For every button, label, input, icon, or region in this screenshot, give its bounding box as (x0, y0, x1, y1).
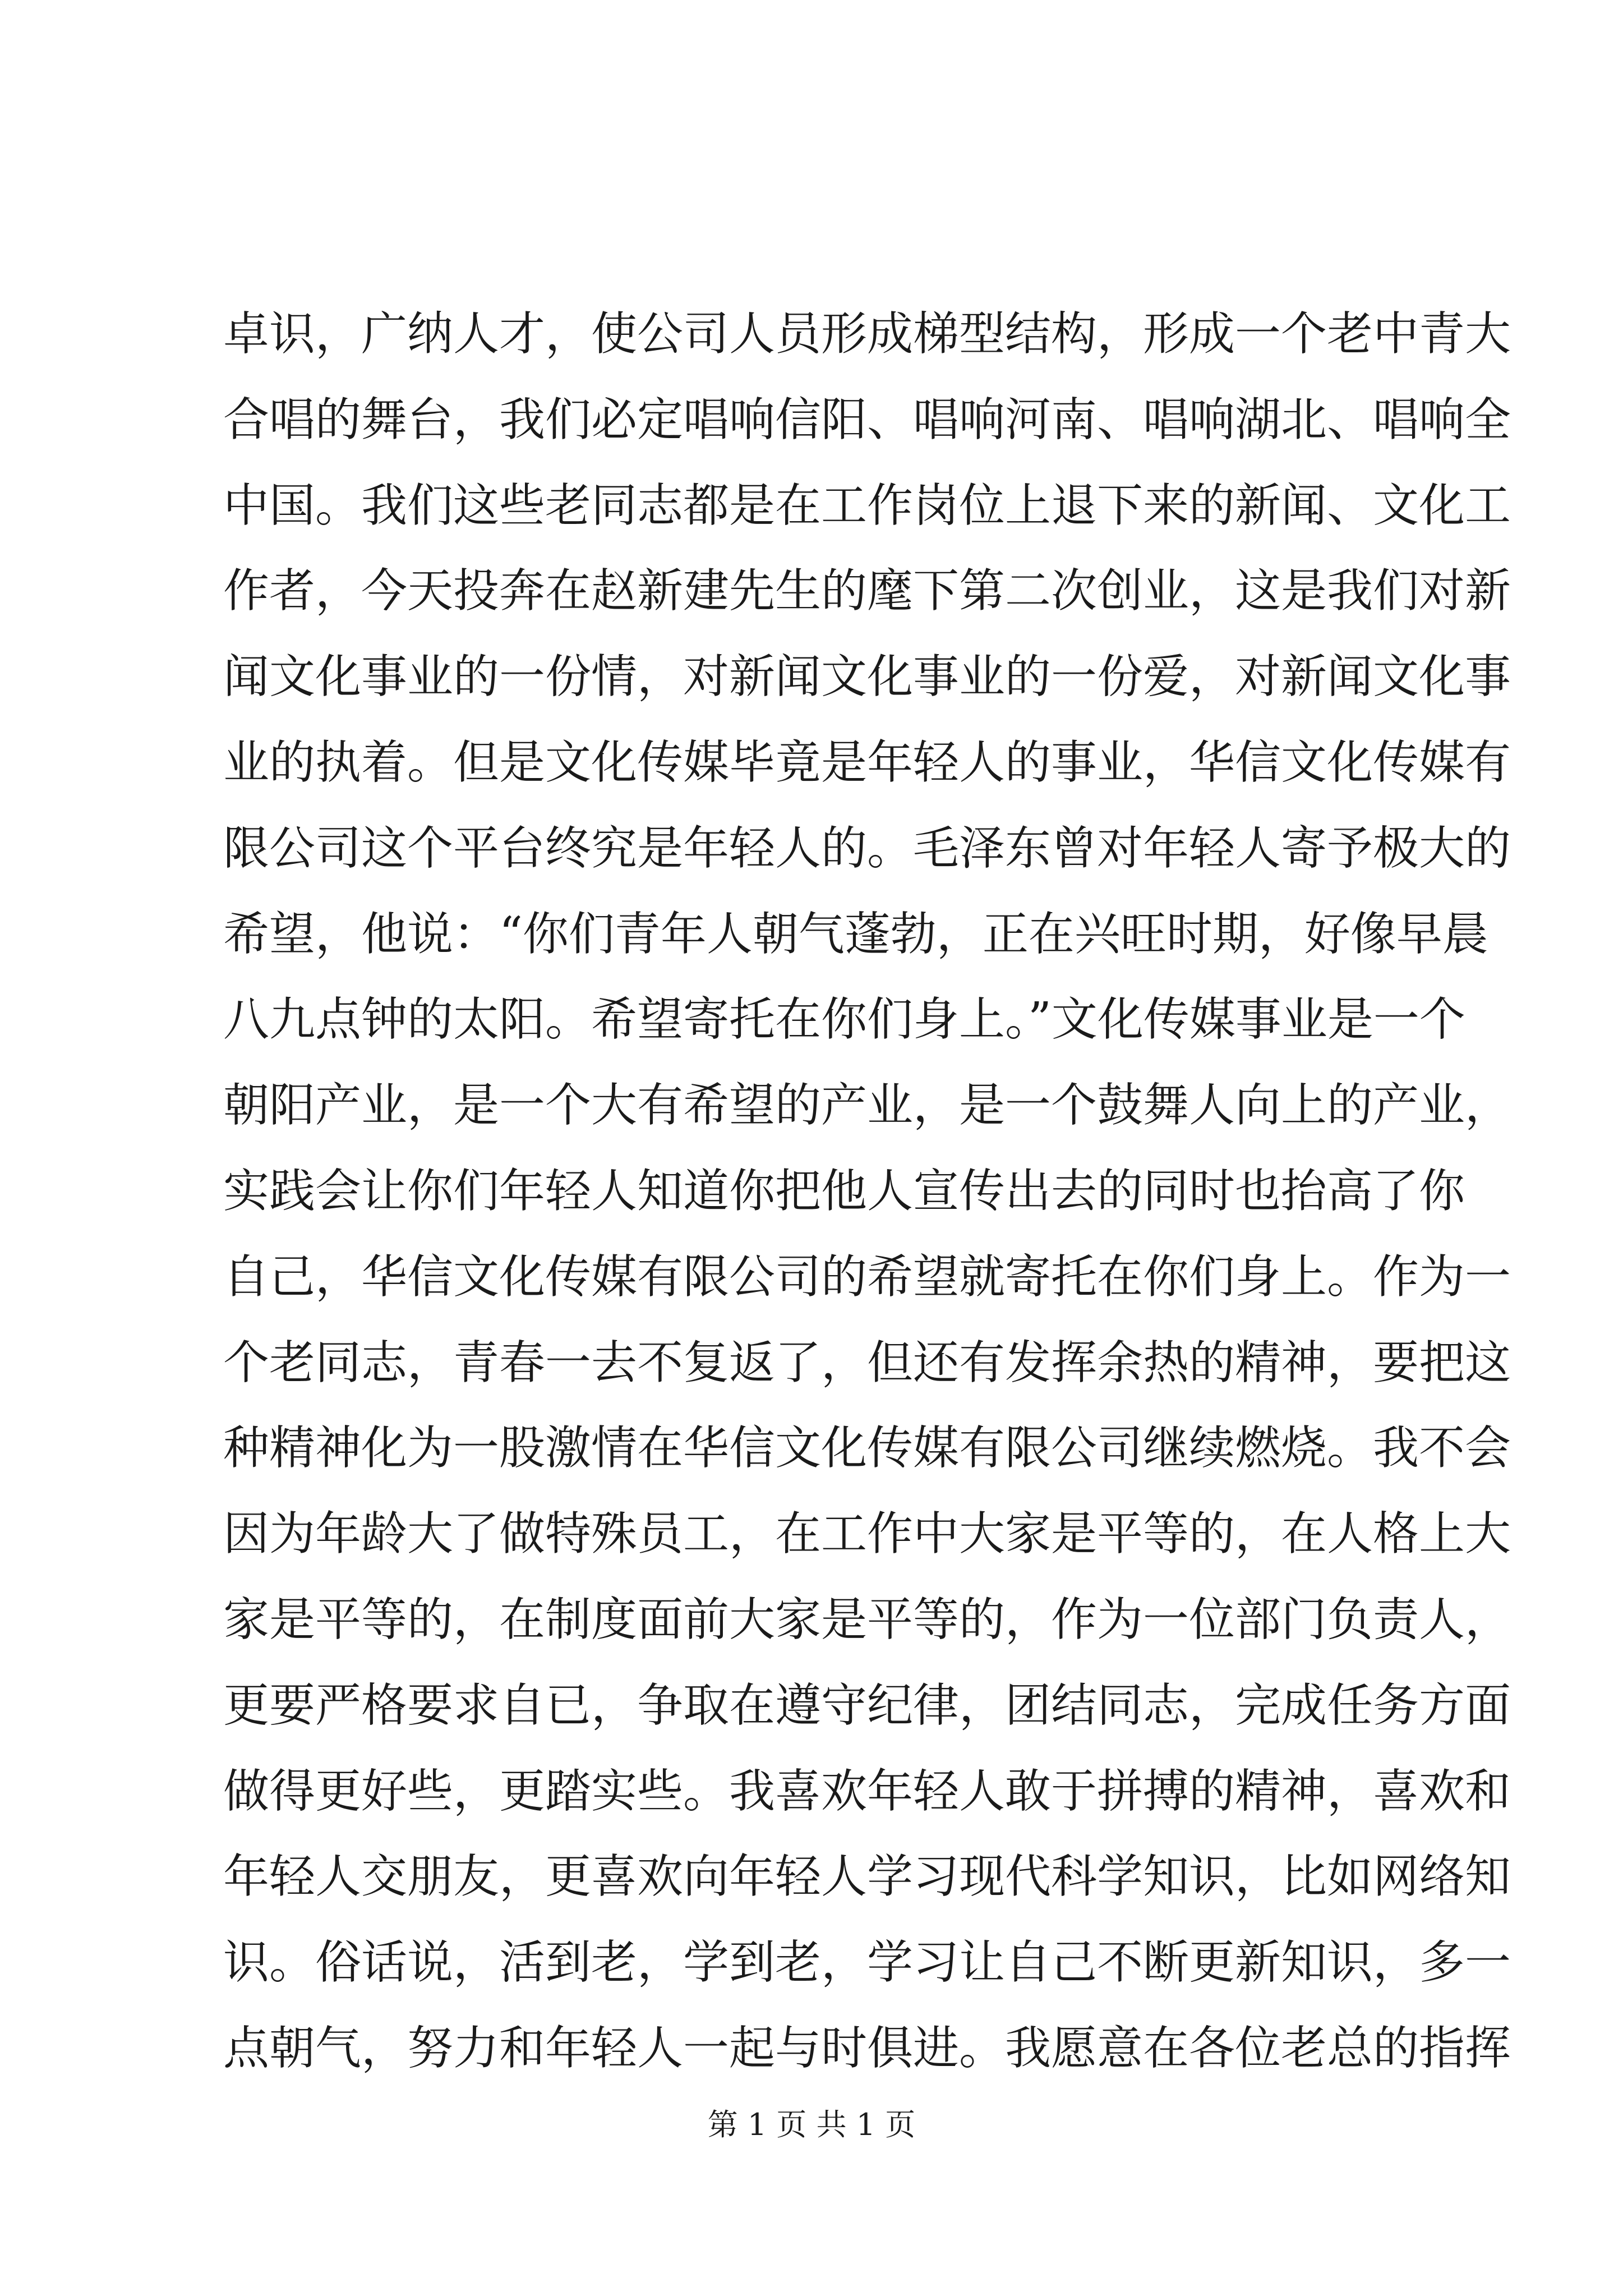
text-line: 自己，华信文化传媒有限公司的希望就寄托在你们身上。作为一 (223, 1250, 1511, 1304)
text-line: 朝阳产业，是一个大有希望的产业，是一个鼓舞人向上的产业， (223, 1079, 1511, 1133)
text-line: 业的执着。但是文化传媒毕竟是年轻人的事业，华信文化传媒有 (223, 735, 1511, 789)
text-line: 希望，他说：“你们青年人朝气蓬勃，正在兴旺时期，好像早晨 (223, 907, 1488, 961)
text-line: 更要严格要求自已，争取在遵守纪律，团结同志，完成任务方面 (223, 1678, 1511, 1732)
text-line: 中国。我们这些老同志都是在工作岗位上退下来的新闻、文化工 (223, 478, 1511, 532)
text-line: 作者，今天投奔在赵新建先生的麾下第二次创业，这是我们对新 (223, 564, 1511, 618)
text-line: 因为年龄大了做特殊员工，在工作中大家是平等的，在人格上大 (223, 1507, 1511, 1561)
text-line: 识。俗话说，活到老，学到老，学习让自己不断更新知识，多一 (223, 1936, 1511, 1990)
text-line: 年轻人交朋友，更喜欢向年轻人学习现代科学知识，比如网络知 (223, 1850, 1511, 1904)
body-paragraph (223, 292, 1511, 2092)
text-line: 家是平等的，在制度面前大家是平等的，作为一位部门负责人， (223, 1593, 1511, 1646)
text-line: 卓识，广纳人才，使公司人员形成梯型结构，形成一个老中青大 (223, 307, 1511, 361)
text-line: 限公司这个平台终究是年轻人的。毛泽东曾对年轻人寄予极大的 (223, 821, 1511, 875)
text-line: 合唱的舞台，我们必定唱响信阳、唱响河南、唱响湖北、唱响全 (223, 393, 1511, 447)
text-line: 实践会让你们年轻人知道你把他人宣传出去的同时也抬高了你 (223, 1164, 1465, 1218)
page-number-footer: 第 1 页 共 1 页 (707, 2107, 916, 2142)
text-line: 做得更好些，更踏实些。我喜欢年轻人敢于拼搏的精神，喜欢和 (223, 1764, 1511, 1818)
text-line: 点朝气，努力和年轻人一起与时俱进。我愿意在各位老总的指挥 (223, 2021, 1511, 2075)
text-line: 种精神化为一股激情在华信文化传媒有限公司继续燃烧。我不会 (223, 1421, 1511, 1475)
text-line: 八九点钟的太阳。希望寄托在你们身上。”文化传媒事业是一个 (223, 993, 1465, 1047)
text-line: 个老同志，青春一去不复返了，但还有发挥余热的精神，要把这 (223, 1336, 1511, 1389)
text-line: 闻文化事业的一份情，对新闻文化事业的一份爱，对新闻文化事 (223, 650, 1511, 704)
